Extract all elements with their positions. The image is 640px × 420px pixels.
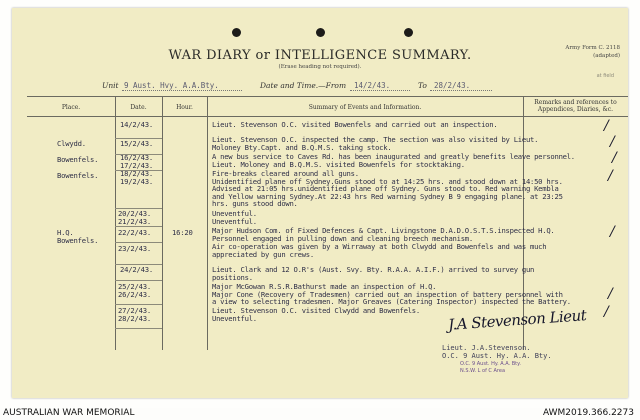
entry-text: Major Hudson Com. of Fixed Defences & Capt. Livingstone D.A.D.O.S.T.S.inspected H.Q. Personnel engaged in pulling down and cleaning breech mechanism. [212,226,555,243]
handwritten-tick: / [604,304,609,320]
punch-hole [404,28,413,37]
entry-date: 25/2/43. 26/2/43. [118,282,152,299]
column-header-remarks-line: Appendices, Diaries, &c. [537,106,614,113]
date-to-value: 28/2/43. [434,81,471,90]
form-number-line: (adapted) [593,53,620,59]
faded-annotation: at field [596,73,614,79]
entry-date: 22/2/43. [118,228,152,237]
entry-place: Bowenfels. [57,171,99,180]
handwritten-tick: / [610,224,615,240]
handwritten-tick: / [604,118,609,134]
handwritten-tick: / [608,168,613,184]
column-divider [207,96,208,350]
date-row-line [115,242,162,243]
table-rule [27,116,628,117]
entry-place: H.Q. Bowenfels. [57,228,99,245]
entry-text: Air co-operation was given by a Wirraway at both Clwydd and Bowenfels and was much appreciated by gun crews. [212,242,547,259]
entry-text: Lieut. Clark and 12 O.R's (Aust. Svy. Bty. R.A.A. A.I.F.) arrived to survey gun positions. [212,265,535,282]
date-label: Date and Time.—From [260,81,347,90]
punch-hole [316,28,325,37]
entry-date: 20/2/43. 21/2/43. [118,209,152,226]
entry-text: Fire-breaks cleared around all guns. Unidentified plane off Sydney.Guns stood to at 14:25 hrs. and stood down at 14:50 hrs. Advised at 21:05 hrs.unidentified plane off Sydney. Guns stood to. Red warning Kembla and Yellow warning Sydney.At 22:43 hrs Red warning Sydney B 9 engaging plane. at 23:25 hrs. guns stood down. [212,169,563,209]
unit-value: 9 Aust. Hvy. A.A.Bty. [124,81,219,90]
entry-text: Major McGowan R.S.R.Bathurst made an inspection of H.Q. Major Cone (Recovery of Tradesmen) carried out an inspection of battery personnel with a view to selecting tradesmen. Major Greaves (Catering Inspector) inspected the Battery. [212,282,571,307]
page-subtitle: (Erase heading not required). [278,64,362,70]
date-from-value: 14/2/43. [354,81,391,90]
column-header-date: Date. [130,104,147,111]
date-row-line [115,226,162,227]
unit-stamp: N.S.W. L of C Area [460,368,506,374]
unit-stamp: O.C. 9 Aust. Hy. A.A. Bty. [460,361,521,367]
entry-date: 15/2/43. [120,139,154,148]
handwritten-signature: J.A Stevenson Lieut [447,306,587,334]
handwritten-tick: / [608,286,613,302]
form-number-line: Army Form C. 2118 [565,45,620,51]
archive-id: AWM2019.366.2273 [542,408,634,418]
column-header-summary: Summary of Events and Information. [308,104,422,111]
archive-name: AUSTRALIAN WAR MEMORIAL [3,408,135,418]
handwritten-tick: / [610,134,615,150]
entry-text: Uneventful. Uneventful. [212,209,257,226]
page-title: WAR DIARY or INTELLIGENCE SUMMARY. [168,48,472,63]
entry-date: 24/2/43. [120,265,154,274]
table-rule [27,96,628,97]
date-row-line [115,280,162,281]
form-number [565,44,620,60]
entry-place: Clwydd. [57,139,86,148]
date-to-label: To [418,81,427,90]
dotted-fill-line [430,90,492,91]
date-row-line [115,304,162,305]
entry-text: Lieut. Stevenson O.C. inspected the camp. The section was also visited by Lieut. Moloney Bty.Capt. and B.Q.M.S. taking stock. [212,135,539,152]
entry-date: 27/2/43. 28/2/43. [118,306,152,323]
entry-date: 23/2/43. [118,244,152,253]
entry-text: Lieut. Stevenson O.C. visited Bowenfels and carried out an inspection. [212,120,498,129]
punch-hole [232,28,241,37]
date-row-line [115,328,162,329]
archive-footer [0,408,640,420]
entry-place: Bowenfels. [57,155,99,164]
signature-typed-name: Lieut. J.A.Stevenson. [442,344,531,352]
entry-text: Lieut. Stevenson O.C. visited Clwydd and Bowenfels. Uneventful. [212,306,420,323]
dotted-fill-line [122,90,242,91]
handwritten-tick: / [612,150,617,166]
unit-date-line [72,81,592,93]
entry-text: A new bus service to Caves Rd. has been inaugurated and greatly benefits leave personnel. Lieut. Moloney and B.Q.M.S. visited Bowenfels for stocktaking. [212,152,575,169]
column-divider [115,96,116,350]
war-diary-page [12,8,628,398]
entry-date: 14/2/43. [120,120,154,129]
entry-hour: 16:20 [172,228,193,237]
entry-date: 18/2/43. 19/2/43. [120,169,154,186]
column-header-remarks [523,99,628,113]
column-header-hour: Hour. [176,104,193,111]
entry-date: 16/2/43. 17/2/43. [120,153,154,170]
column-divider [162,96,163,350]
column-header-remarks-line: Remarks and references to [534,99,617,106]
column-header-place: Place. [61,104,81,111]
unit-label: Unit [102,81,119,90]
dotted-fill-line [350,90,410,91]
signature-typed-role: O.C. 9 Aust. Hy. A.A. Bty. [442,352,552,360]
